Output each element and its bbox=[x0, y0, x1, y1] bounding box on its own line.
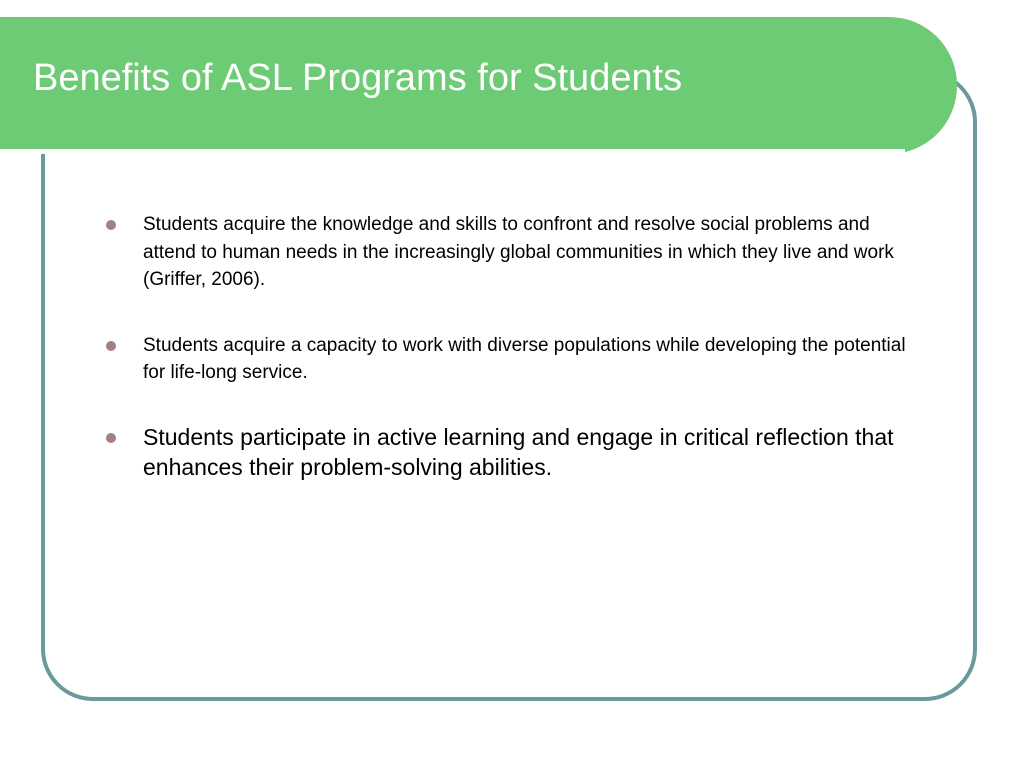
bullet-list bbox=[105, 211, 915, 483]
bullet-icon bbox=[106, 433, 116, 443]
bullet-item bbox=[105, 422, 915, 483]
title-divider bbox=[0, 149, 905, 154]
bullet-item bbox=[105, 211, 915, 294]
bullet-text: Students acquire the knowledge and skills to confront and resolve social problems and attend to human needs in the increasingly global communities in which they live and work (Griffer, 2006). bbox=[143, 214, 894, 290]
bullet-text: Students acquire a capacity to work with diverse populations while developing the potential for life-long service. bbox=[143, 334, 906, 383]
bullet-icon bbox=[106, 341, 116, 351]
slide-title: Benefits of ASL Programs for Students bbox=[33, 57, 683, 99]
bullet-icon bbox=[106, 220, 116, 230]
bullet-text: Students participate in active learning and engage in critical reflection that enhances their problem-solving abilities. bbox=[143, 423, 894, 480]
bullet-item bbox=[105, 332, 915, 387]
